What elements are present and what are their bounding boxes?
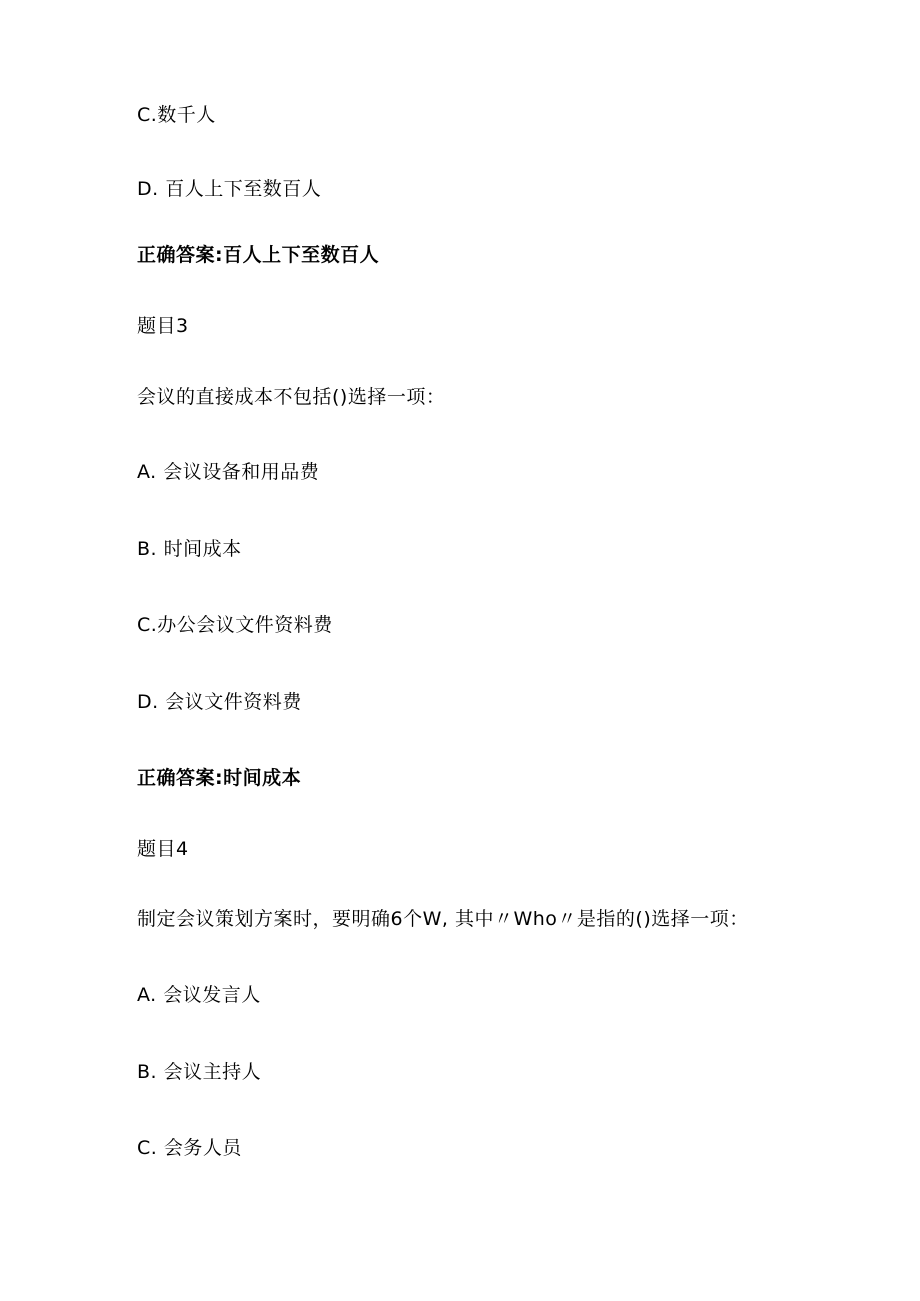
question-text-3: 会议的直接成本不包括()选择一项： <box>137 386 446 408</box>
answer-q3: 正确答案:时间成本 <box>137 767 302 789</box>
option-c-q3: C.办公会议文件资料费 <box>137 614 333 636</box>
question-text-4: 制定会议策划方案时，要明确6个W, 其中〃Who〃是指的()选择一项： <box>137 908 749 930</box>
option-b-q4: B. 会议主持人 <box>137 1061 262 1083</box>
option-d-q3: D. 会议文件资料费 <box>137 691 302 713</box>
option-c-q4: C. 会务人员 <box>137 1137 242 1159</box>
option-b-q3: B. 时间成本 <box>137 538 242 560</box>
question-title-4: 题目4 <box>137 838 189 860</box>
answer-q2: 正确答案:百人上下至数百人 <box>137 244 380 266</box>
question-title-3: 题目3 <box>137 315 189 337</box>
option-d-q2: D. 百人上下至数百人 <box>137 178 322 200</box>
option-a-q4: A. 会议发言人 <box>137 984 261 1006</box>
option-a-q3: A. 会议设备和用品费 <box>137 461 320 483</box>
option-c-q2: C.数千人 <box>137 104 216 126</box>
